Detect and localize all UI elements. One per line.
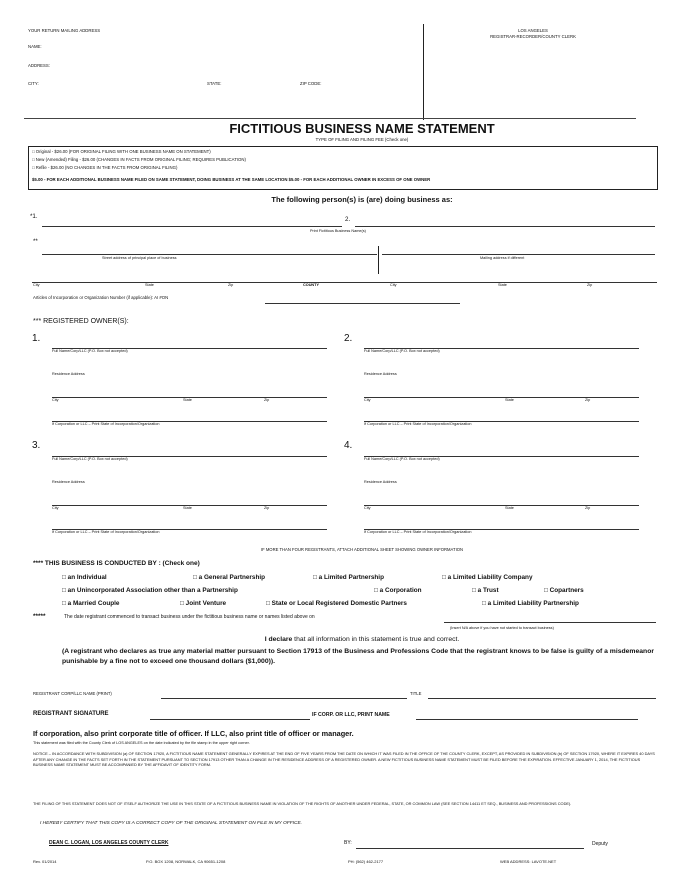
owner-1-name-caption: Full Name/Corp/LLC (P.O. Box not accepted) — [52, 349, 128, 353]
doing-business-heading: The following person(s) is (are) doing business as: — [271, 195, 453, 204]
commenced-marker: ***** — [33, 613, 46, 620]
footer-po-box: P.O. BOX 1208, NORWALK, CA 90651-1208 — [146, 859, 226, 864]
owner-2-residence-field[interactable] — [364, 366, 639, 375]
owner-2-corp-state-field[interactable] — [364, 413, 639, 422]
owner-4-corp-state-field[interactable] — [364, 521, 639, 530]
registrant-title-field[interactable] — [428, 690, 656, 699]
option-domestic-partners[interactable]: □ State or Local Registered Domestic Partners — [266, 600, 407, 607]
owner-1-residence-caption: Residence Address — [52, 372, 85, 376]
owner-2-name-field[interactable] — [364, 340, 639, 349]
marker-1: *1. — [30, 213, 38, 220]
owner-3-zip-caption: Zip — [264, 506, 270, 510]
marker-star2: ** — [33, 238, 38, 245]
option-married-couple[interactable]: □ a Married Couple — [62, 600, 120, 607]
owner-1-city-caption: City — [52, 398, 59, 402]
fee-additional: $5.00 - FOR EACH ADDITIONAL BUSINESS NAME FILED ON SAME STATEMENT, DOING BUSINESS AT THE SAME LOCATION $5.00 - FOR EACH ADDITIONAL OWNER IN EXCESS OF ONE OWNER — [32, 177, 431, 182]
option-general-partnership[interactable]: □ a General Partnership — [193, 574, 266, 581]
deputy-label: Deputy — [592, 841, 608, 847]
owner-3-city-field[interactable] — [52, 497, 327, 506]
owner-1-residence-field[interactable] — [52, 366, 327, 375]
form-title: FICTITIOUS BUSINESS NAME STATEMENT — [229, 121, 495, 136]
declaration — [0, 636, 680, 643]
form-revision: Rev. 01/2014 — [33, 859, 57, 864]
owner-3-name-field[interactable] — [52, 448, 327, 457]
business-city-caption: City — [33, 283, 40, 287]
owner-3-corp-state-field[interactable] — [52, 521, 327, 530]
return-zip-field[interactable] — [334, 80, 404, 89]
address-label: ADDRESS: — [28, 63, 50, 68]
option-joint-venture[interactable]: □ Joint Venture — [180, 600, 227, 607]
owner-4-city-caption: City — [364, 506, 371, 510]
owner-4-corp-caption: If Corporation or LLC – Print State of Incorporation/Organization — [364, 530, 472, 534]
owner-3-city-caption: City — [52, 506, 59, 510]
option-copartners[interactable]: □ Copartners — [544, 587, 584, 594]
footer-web: WEB ADDRESS: LAVOTE.NET — [500, 859, 557, 864]
owner-2-zip-caption: Zip — [585, 398, 591, 402]
return-address-field[interactable] — [55, 62, 405, 71]
owner-4-zip-caption: Zip — [585, 506, 591, 510]
filing-note: THE FILING OF THIS STATEMENT DOES NOT OF ITSELF AUTHORIZE THE USE IN THIS STATE OF A FICTITIOUS BUSINESS NAME IN VIOLATION OF THE RIGHTS OF ANOTHER UNDER FEDERAL, STATE, OR COMMON LAW (SEE SECTION 14411 ET SEQ., BUSINESS AND PROFESSIONS CODE). — [33, 801, 572, 806]
marker-2: 2. — [345, 216, 351, 223]
articles-number-field[interactable] — [265, 295, 460, 304]
owner-1-corp-caption: If Corporation or LLC – Print State of Incorporation/Organization — [52, 422, 160, 426]
option-corporation[interactable]: □ a Corporation — [374, 587, 422, 594]
option-unincorporated-association[interactable]: □ an Unincorporated Association other than a Partnership — [62, 587, 238, 594]
address-divider — [378, 246, 379, 274]
owner-1-state-caption: State — [183, 398, 192, 402]
owner-2-residence-caption: Residence Address — [364, 372, 397, 376]
business-county-caption: COUNTY — [303, 283, 320, 287]
business-city-field[interactable] — [32, 274, 657, 283]
business-state-caption: State — [145, 283, 154, 287]
form-subtitle: TYPE OF FILING AND FILING FEE (Check one) — [315, 137, 409, 142]
county-name: LOS ANGELES — [518, 28, 548, 33]
owner-1-zip-caption: Zip — [264, 398, 270, 402]
owner-4-name-caption: Full Name/Corp/LLC (P.O. Box not accepted) — [364, 457, 440, 461]
option-individual[interactable]: □ an Individual — [62, 574, 107, 581]
owner-4-residence-field[interactable] — [364, 474, 639, 483]
city-label: CITY: — [28, 81, 39, 86]
footer-phone: PH: (562) 462-2177 — [348, 859, 384, 864]
mailing-zip-caption: Zip — [587, 283, 593, 287]
street-address-field[interactable] — [42, 246, 377, 255]
header-divider — [423, 24, 424, 120]
owner-3-number: 3. — [32, 440, 41, 451]
mailing-address-field[interactable] — [382, 246, 655, 255]
owner-1-name-field[interactable] — [52, 340, 327, 349]
owner-1-corp-state-field[interactable] — [52, 413, 327, 422]
header-bottom-rule — [24, 118, 636, 119]
commenced-text: The date registrant commenced to transact business under the fictitious business name or names listed above on — [64, 614, 315, 620]
expiration-notice: NOTICE – IN ACCORDANCE WITH SUBDIVISION (a) OF SECTION 17920, A FICTITIOUS NAME STATEMENT GENERALLY EXPIRES AT THE END OF FIVE YEARS FROM THE DATE ON WHICH IT WAS FILED IN THE OFFICE OF THE COUNTY CLERK, EXCEPT, AS PROVIDED IN SUBDIVISION (b) OF SECTION 17920, WHERE IT EXPIRES 40 DAYS AFTER ANY CHANGE IN THE FACTS SET FORTH IN THE STATEMENT PURSUANT TO SECTION 17913 OTHER THAN A CHANGE IN THE RESIDENCE ADDRESS OF A REGISTERED OWNER. A NEW FICTITIOUS BUSINESS NAME STATEMENT MUST BE FILED BEFORE THE EXPIRATION. EFFECTIVE JANUARY 1, 2014, THE FICTITIOUS BUSINESS NAME STATEMENT MUST BE ACCOMPANIED BY THE AFFIDAVIT OF IDENTITY FORM. — [33, 751, 655, 768]
owner-2-state-caption: State — [505, 398, 514, 402]
mailing-caption: Mailing address if different — [480, 256, 525, 260]
owner-2-name-caption: Full Name/Corp/LLC (P.O. Box not accepted) — [364, 349, 440, 353]
option-limited-partnership[interactable]: □ a Limited Partnership — [313, 574, 384, 581]
corp-print-name-field[interactable] — [416, 711, 638, 720]
return-city-field[interactable] — [42, 80, 202, 89]
declaration-rest: that all information in this statement is true and correct. — [292, 636, 460, 643]
option-trust[interactable]: □ a Trust — [472, 587, 499, 594]
option-llc[interactable]: □ a Limited Liability Company — [442, 574, 533, 581]
corp-title-note: If corporation, also print corporate title of officer. If LLC, also print title of officer or manager. — [33, 729, 354, 738]
owner-3-residence-caption: Residence Address — [52, 480, 85, 484]
business-name-2-field[interactable] — [355, 218, 655, 227]
owner-4-number: 4. — [344, 440, 353, 451]
registrant-name-field[interactable] — [161, 690, 407, 699]
name-label: NAME: — [28, 44, 42, 49]
registrant-signature-label: REGISTRANT SIGNATURE — [33, 711, 109, 717]
owner-3-corp-caption: If Corporation or LLC – Print State of Incorporation/Organization — [52, 530, 160, 534]
owner-4-name-field[interactable] — [364, 448, 639, 457]
owner-4-residence-caption: Residence Address — [364, 480, 397, 484]
owner-1-city-field[interactable] — [52, 389, 327, 398]
filed-note: This statement was filed with the County Clerk of LOS ANGELES on the date indicated by the file stamp in the upper right corner. — [33, 741, 250, 745]
business-zip-caption: Zip — [228, 283, 234, 287]
commenced-date-field[interactable] — [444, 614, 656, 623]
declaration-lead: I declare — [264, 636, 293, 643]
business-name-caption: Print Fictitious Business Name(s) — [310, 229, 366, 233]
street-caption: Street address of principal place of business — [102, 256, 177, 260]
registrant-title-label: TITLE — [410, 691, 422, 696]
mailing-city-caption: City — [390, 283, 397, 287]
certify-statement: I HEREBY CERTIFY THAT THIS COPY IS A CORRECT COPY OF THE ORIGINAL STATEMENT ON FILE IN MY OFFICE. — [40, 821, 303, 826]
owner-3-residence-field[interactable] — [52, 474, 327, 483]
registrant-name-label: REGISTRANT CORP/LLC NAME (PRINT) — [33, 691, 112, 696]
fee-amended[interactable]: □ New (Amended) Filing - $26.00 (CHANGES IN FACTS FROM ORIGINAL FILING; REQUIRES PUBLICATION) — [32, 157, 246, 162]
county-clerk-name: DEAN C. LOGAN, LOS ANGELES COUNTY CLERK — [49, 840, 169, 846]
owner-3-name-caption: Full Name/Corp/LLC (P.O. Box not accepted) — [52, 457, 128, 461]
registered-owners-heading: *** REGISTERED OWNER(S): — [33, 318, 129, 325]
deputy-signature-field[interactable] — [356, 840, 584, 849]
owner-2-city-caption: City — [364, 398, 371, 402]
corp-print-name-label: IF CORP. OR LLC, PRINT NAME — [312, 712, 390, 718]
owner-2-number: 2. — [344, 333, 353, 344]
state-label: STATE: — [207, 81, 222, 86]
return-state-field[interactable] — [234, 80, 294, 89]
more-registrants-note: IF MORE THAN FOUR REGISTRANTS, ATTACH ADDITIONAL SHEET SHOWING OWNER INFORMATION — [260, 547, 464, 552]
registrant-signature-field[interactable] — [150, 711, 310, 720]
mailing-state-caption: State — [498, 283, 507, 287]
owner-3-state-caption: State — [183, 506, 192, 510]
owner-2-corp-caption: If Corporation or LLC – Print State of Incorporation/Organization — [364, 422, 472, 426]
conducted-by-heading: **** THIS BUSINESS IS CONDUCTED BY : (Check one) — [33, 560, 200, 567]
owner-1-number: 1. — [32, 333, 41, 344]
commenced-note: (Insert N/A above if you have not started to transact business) — [450, 626, 554, 630]
county-clerk: REGISTRAR-RECORDER/COUNTY CLERK — [490, 34, 576, 39]
business-name-1-field[interactable] — [42, 218, 342, 227]
fee-original[interactable]: □ Original - $26.00 (FOR ORIGINAL FILING WITH ONE BUSINESS NAME ON STATEMENT) — [32, 149, 211, 154]
owner-4-state-caption: State — [505, 506, 514, 510]
return-name-field[interactable] — [46, 43, 406, 52]
owner-2-city-field[interactable] — [364, 389, 639, 398]
declaration-paragraph: (A registrant who declares as true any material matter pursuant to Section 17913 of the Business and Professions Code that the registrant knows to be false is guilty of a misdemeanor punishable by a fine not to exceed one thousand dollars ($1,000)). — [62, 648, 654, 665]
fee-refile[interactable]: □ Refile - $26.00 (NO CHANGES IN THE FACTS FROM ORIGINAL FILING) — [32, 165, 178, 170]
by-label: BY: — [344, 840, 352, 846]
zip-label: ZIP CODE: — [300, 81, 322, 86]
option-llp[interactable]: □ a Limited Liability Partnership — [482, 600, 579, 607]
articles-label: Articles of Incorporation or Organization Number (if applicable): AI #ON — [33, 295, 169, 300]
return-address-title: YOUR RETURN MAILING ADDRESS — [28, 28, 101, 33]
owner-4-city-field[interactable] — [364, 497, 639, 506]
